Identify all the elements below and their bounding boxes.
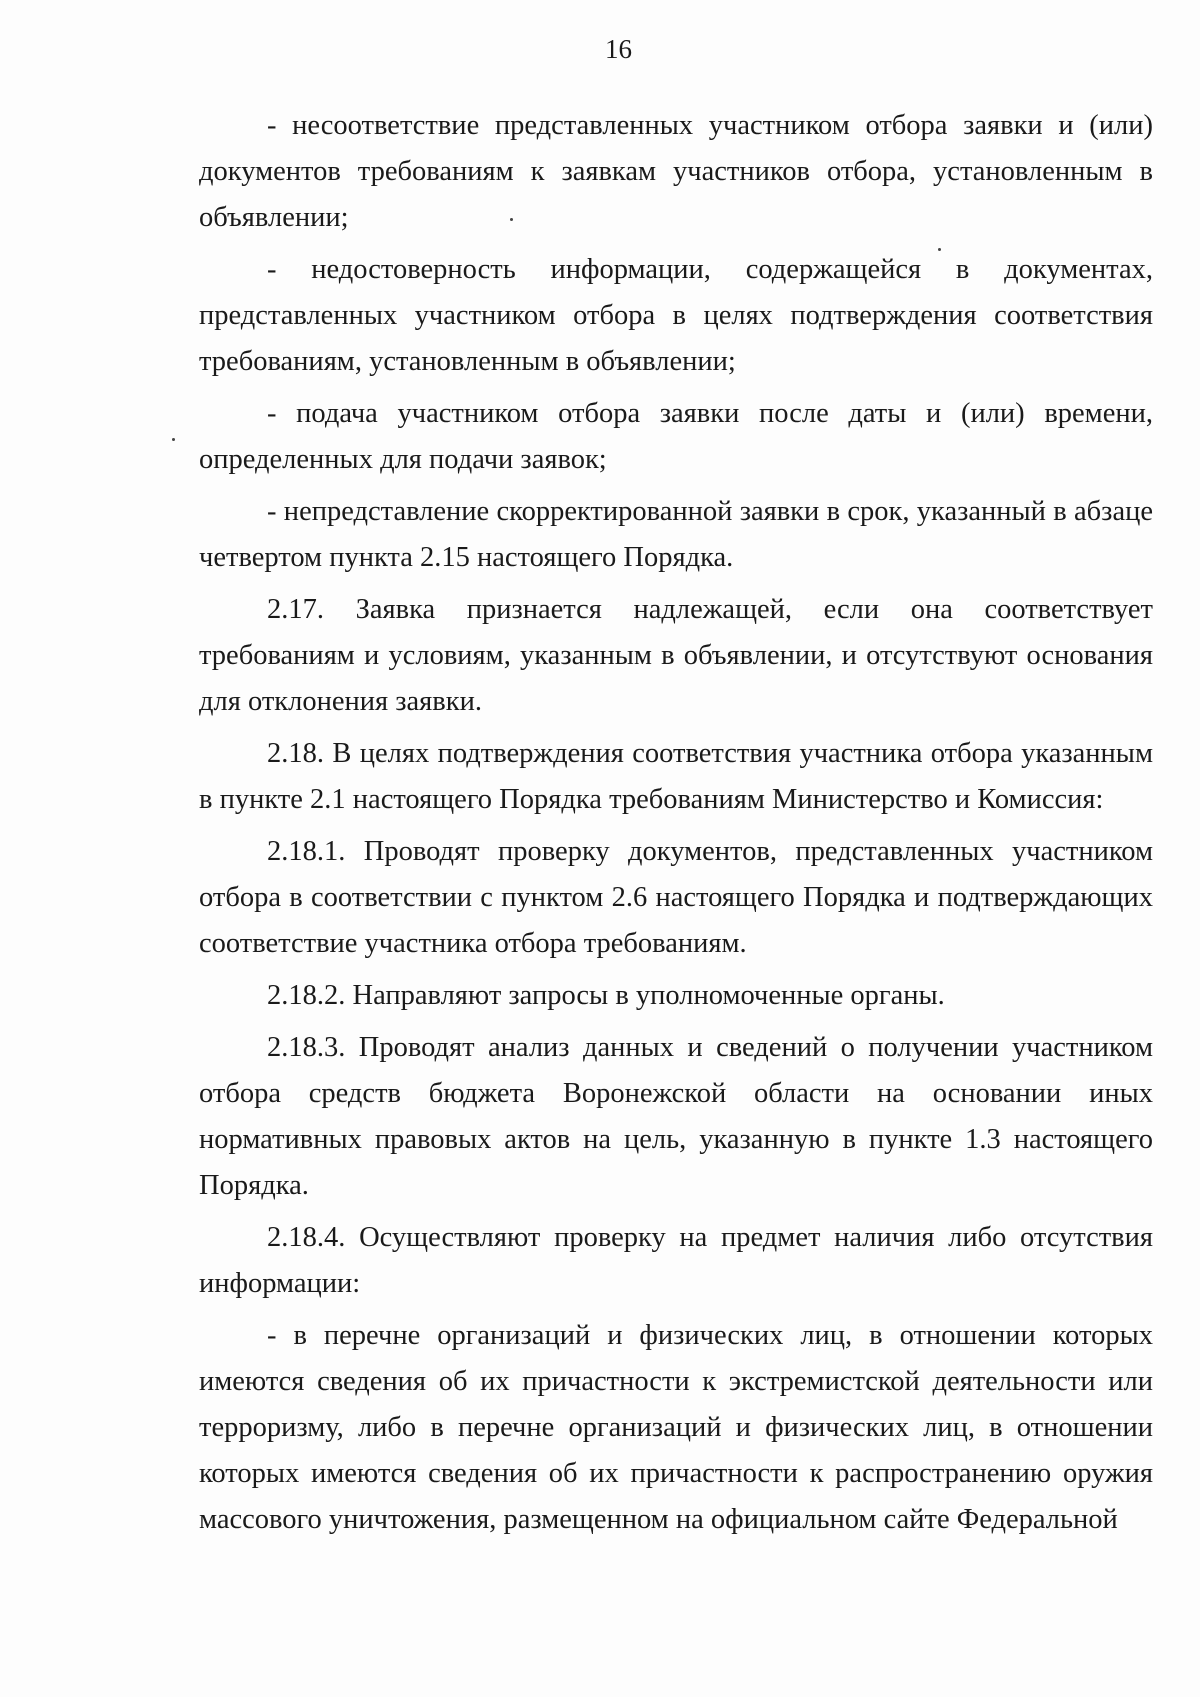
list-item-nonconformity: - несоответствие представленных участником отбора заявки и (или) документов требованиям к заявкам участников отбора, установленным в объявлении; (199, 110, 1153, 233)
clause-2-18-1: 2.18.1. Проводят проверку документов, представленных участником отбора в соответствии с пунктом 2.6 настоящего Порядка и подтверждающих соответствие участника отбора требованиям. (199, 836, 1153, 959)
list-item-late-submission: - подача участником отбора заявки после даты и (или) времени, определенных для подачи заявок; (199, 398, 1153, 475)
list-item-extremism-registry: - в перечне организаций и физических лиц, в отношении которых имеются сведения об их причастности к экстремистской деятельности или терроризму, либо в перечне организаций и физических лиц, в отношении которых имеются сведения об их причастности к распространению оружия массового уничтожения, размещенном на официальном сайте Федеральной (199, 1320, 1153, 1535)
scan-speck (510, 218, 513, 221)
document-body (199, 103, 1153, 1549)
clause-2-17: 2.17. Заявка признается надлежащей, если она соответствует требованиям и условиям, указанным в объявлении, и отсутствуют основания для отклонения заявки. (199, 594, 1153, 717)
page-number: 16 (605, 34, 632, 64)
list-item-no-corrected-application: - непредставление скорректированной заявки в срок, указанный в абзаце четвертом пункта 2.15 настоящего Порядка. (199, 496, 1153, 573)
scan-speck (172, 438, 175, 441)
clause-2-18-3: 2.18.3. Проводят анализ данных и сведений о получении участником отбора средств бюджета Воронежской области на основании иных нормативных правовых актов на цель, указанную в пункте 1.3 настоящего Порядка. (199, 1032, 1153, 1201)
clause-2-18: 2.18. В целях подтверждения соответствия участника отбора указанным в пункте 2.1 настоящего Порядка требованиям Министерство и Комиссия: (199, 738, 1153, 815)
list-item-unreliable-info: - недостоверность информации, содержащейся в документах, представленных участником отбора в целях подтверждения соответствия требованиям, установленным в объявлении; (199, 254, 1153, 377)
scan-speck (938, 248, 941, 251)
clause-2-18-4: 2.18.4. Осуществляют проверку на предмет наличия либо отсутствия информации: (199, 1222, 1153, 1299)
clause-2-18-2: 2.18.2. Направляют запросы в уполномоченные органы. (267, 980, 945, 1011)
